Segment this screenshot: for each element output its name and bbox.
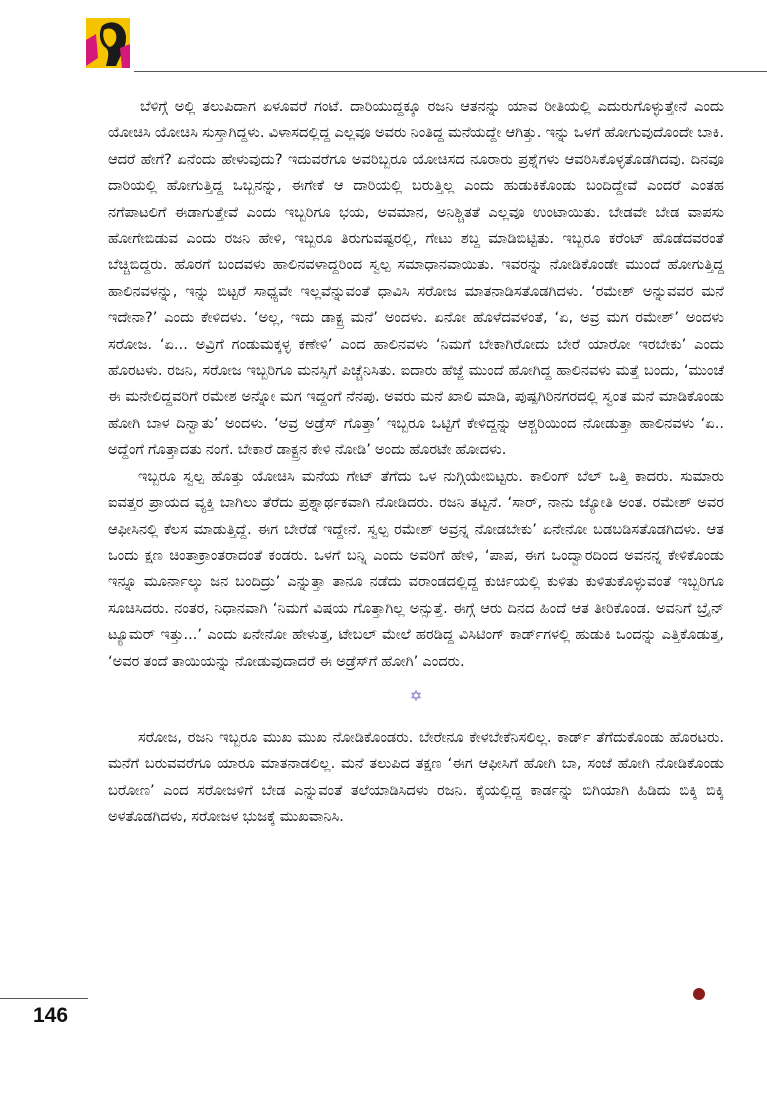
- footer-rule: [0, 998, 88, 999]
- end-of-story-dot: [693, 988, 705, 1000]
- paragraph-3: ಸರೋಜ, ರಜನಿ ಇಬ್ಬರೂ ಮುಖ ಮುಖ ನೋಡಿಕೊಂಡರು. ಬೇರೇನೂ ಕೇಳಬೇಕೆನಿಸಲಿಲ್ಲ. ಕಾರ್ಡ್ ತೆಗೆದುಕೊಂಡು ಹೊರಟರು. ಮನೆಗೆ ಬರುವವರೆಗೂ ಯಾರೂ ಮಾತನಾಡಲಿಲ್ಲ. ಮನೆ ತಲುಪಿದ ತಕ್ಷಣ ‘ಈಗ ಆಫೀಸಿಗೆ ಹೋಗಿ ಬಾ, ಸಂಜೆ ಹೋಗಿ ನೋಡಿಕೊಂಡು ಬರೋಣ’ ಎಂದ ಸರೋಜಳಿಗೆ ಬೇಡ ಎನ್ನುವಂತೆ ತಲೆಯಾಡಿಸಿದಳು ರಜನಿ. ಕೈಯಲ್ಲಿದ್ದ ಕಾರ್ಡನ್ನು ಬಿಗಿಯಾಗಿ ಹಿಡಿದು ಬಿಕ್ಕಿ ಬಿಕ್ಕಿ ಅಳತೊಡಗಿದಳು, ಸರೋಜಳ ಭುಜಕ್ಕೆ ಮುಖವಾನಿಸಿ.: [108, 728, 724, 826]
- paragraph-2: ಇಬ್ಬರೂ ಸ್ವಲ್ಪ ಹೊತ್ತು ಯೋಚಿಸಿ ಮನೆಯ ಗೇಟ್ ತೆಗೆದು ಒಳ ನುಗ್ಗಿಯೇಬಿಟ್ಟರು. ಕಾಲಿಂಗ್ ಬೆಲ್ ಒತ್ತಿ ಕಾದರು. ಸುಮಾರು ಐವತ್ತರ ಪ್ರಾಯದ ವ್ಯಕ್ತಿ ಬಾಗಿಲು ತೆರೆದು ಪ್ರಶ್ನಾರ್ಥಕವಾಗಿ ನೋಡಿದರು. ರಜನಿ ತಟ್ಟನೆ. ‘ಸಾರ್, ನಾನು ಜ್ಯೋತಿ ಅಂತ. ರಮೇಶ್ ಅವರ ಆಫೀಸಿನಲ್ಲಿ ಕೆಲಸ ಮಾಡುತ್ತಿದ್ದೆ. ಈಗ ಬೇರೆಡೆ ಇದ್ದೇನೆ. ಸ್ವಲ್ಪ ರಮೇಶ್ ಅವ್ರನ್ನ ನೋಡಬೇಕು’ ಏನೇನೋ ಬಡಬಡಿಸತೊಡಗಿದಳು. ಆತ ಒಂದು ಕ್ಷಣ ಚಿಂತಾಕ್ರಾಂತರಾದಂತೆ ಕಂಡರು. ಒಳಗೆ ಬನ್ನಿ ಎಂದು ಅವರಿಗೆ ಹೇಳಿ, ‘ಪಾಪ, ಈಗ ಒಂದ್ವಾರದಿಂದ ಅವನನ್ನ ಕೇಳಿಕೊಂಡು ಇನ್ನೂ ಮೂರ್ನಾಲ್ಕು ಜನ ಬಂದಿದ್ರು’ ಎನ್ನುತ್ತಾ ತಾನೂ ನಡೆದು ವರಾಂಡದಲ್ಲಿದ್ದ ಕುರ್ಚಿಯಲ್ಲಿ ಕುಳಿತು ಕುಳಿತುಕೊಳ್ಳುವಂತೆ ಇಬ್ಬರಿಗೂ ಸೂಚಿಸಿದರು. ನಂತರ, ನಿಧಾನವಾಗಿ ‘ನಿಮಗೆ ವಿಷಯ ಗೊತ್ತಾಗಿಲ್ಲ ಅನ್ಸುತ್ತೆ. ಈಗ್ಗೆ ಆರು ದಿನದ ಹಿಂದೆ ಆತ ತೀರಿಕೊಂಡ. ಅವನಿಗೆ ಬ್ರೈನ್ ಟ್ಯೂಮರ್ ಇತ್ತು...’ ಎಂದು ಏನೇನೋ ಹೇಳುತ್ತ, ಟೇಬಲ್ ಮೇಲೆ ಹರಡಿದ್ದ ವಿಸಿಟಿಂಗ್ ಕಾರ್ಡ್‌ಗಳಲ್ಲಿ ಹುಡುಕಿ ಒಂದನ್ನು ಎತ್ತಿಕೊಡುತ್ತ, ‘ಅವರ ತಂದೆ ತಾಯಿಯನ್ನು ನೋಡುವುದಾದರೆ ಈ ಅಡ್ರೆಸ್‌ಗೆ ಹೋಗಿ’ ಎಂದರು.: [108, 467, 724, 670]
- section-separator: ✡: [409, 686, 423, 705]
- page-number: 146: [33, 1004, 69, 1027]
- article-body: [108, 94, 724, 831]
- magazine-logo: [86, 18, 130, 68]
- paragraph-1: ಬೆಳಿಗ್ಗೆ ಅಲ್ಲಿ ತಲುಪಿದಾಗ ಏಳೂವರೆ ಗಂಟೆ. ದಾರಿಯುದ್ದಕ್ಕೂ ರಜನಿ ಆತನನ್ನು ಯಾವ ರೀತಿಯಲ್ಲಿ ಎದುರುಗೊಳ್ಳುತ್ತೇನೆ ಎಂದು ಯೋಚಿಸಿ ಯೋಚಿಸಿ ಸುಸ್ತಾಗಿದ್ದಳು. ವಿಳಾಸದಲ್ಲಿದ್ದ ಎಲ್ಲವೂ ಅವರು ನಿಂತಿದ್ದ ಮನೆಯದ್ದೇ ಆಗಿತ್ತು. ಇನ್ನು ಒಳಗೆ ಹೋಗುವುದೊಂದೇ ಬಾಕಿ. ಆದರೆ ಹೇಗೆ? ಏನೆಂದು ಹೇಳುವುದು? ಇದುವರೆಗೂ ಅವರಿಬ್ಬರೂ ಯೋಚಿಸದ ನೂರಾರು ಪ್ರಶ್ನೆಗಳು ಆವರಿಸಿಕೊಳ್ಳತೊಡಗಿದವು. ದಿನವೂ ದಾರಿಯಲ್ಲಿ ಹೋಗುತ್ತಿದ್ದ ಒಬ್ಬನನ್ನು, ಈಗೇಕೆ ಆ ದಾರಿಯಲ್ಲಿ ಬರುತ್ತಿಲ್ಲ ಎಂದು ಹುಡುಕಿಕೊಂಡು ಬಂದಿದ್ದೇವೆ ಎಂದರೆ ಎಂತಹ ನಗೆಪಾಟಲಿಗೆ ಈಡಾಗುತ್ತೇವೆ ಎಂದು ಇಬ್ಬರಿಗೂ ಭಯ, ಅವಮಾನ, ಅನಿಶ್ಚಿತತೆ ಎಲ್ಲವೂ ಉಂಟಾಯಿತು. ಬೇಡವೇ ಬೇಡ ವಾಪಸು ಹೋಗೇಬಿಡುವ ಎಂದು ರಜನಿ ಹೇಳಿ, ಇಬ್ಬರೂ ತಿರುಗುವಷ್ಟರಲ್ಲಿ, ಗೇಟು ಶಬ್ದ ಮಾಡಿಬಿಟ್ಟಿತು. ಇಬ್ಬರೂ ಕರೆಂಟ್ ಹೊಡೆದವರಂತೆ ಬೆಚ್ಚಿಬಿದ್ದರು. ಹೊರಗೆ ಬಂದವಳು ಹಾಲಿನವಳಾದ್ದರಿಂದ ಸ್ವಲ್ಪ ಸಮಾಧಾನವಾಯಿತು. ಇವರನ್ನು ನೋಡಿಕೊಂಡೇ ಮುಂದೆ ಹೋಗುತ್ತಿದ್ದ ಹಾಲಿನವಳನ್ನು, ಇನ್ನು ಬಿಟ್ಟರೆ ಸಾಧ್ಯವೇ ಇಲ್ಲವೆನ್ನುವಂತೆ ಧಾವಿಸಿ ಸರೋಜ ಮಾತನಾಡಿಸತೊಡಗಿದಳು. ‘ರಮೇಶ್ ಅನ್ನುವವರ ಮನೆ ಇದೇನಾ?’ ಎಂದು ಕೇಳಿದಳು. ‘ಅಲ್ಲ, ಇದು ಡಾಕ್ಟ್ರ ಮನೆ’ ಅಂದಳು. ಏನೋ ಹೊಳೆದವಳಂತೆ, ‘ಏ, ಅವ್ರ ಮಗ ರಮೇಶ್’ ಅಂದಳು ಸರೋಜ. ‘ಏ... ಅವ್ರಿಗೆ ಗಂಡುಮಕ್ಕಳ್ಳ ಕಣೇಳಿ’ ಎಂದ ಹಾಲಿನವಳು ‘ನಿಮಗೆ ಬೇಕಾಗಿರೋದು ಬೇರೆ ಯಾರೋ ಇರಬೇಕು’ ಎಂದು ಹೊರಟಳು. ರಜನಿ, ಸರೋಜ ಇಬ್ಬರಿಗೂ ಮನಸ್ಸಿಗೆ ಪಿಚ್ಚೆನಿಸಿತು. ಐದಾರು ಹೆಜ್ಜೆ ಮುಂದೆ ಹೋಗಿದ್ದ ಹಾಲಿನವಳು ಮತ್ತೆ ಬಂದು, ‘ಮುಂಚೆ ಈ ಮನೇಲಿದ್ದವರಿಗೆ ರಮೇಶ ಅನ್ನೋ ಮಗ ಇದ್ದಂಗೆ ನೆನಪು. ಅವರು ಮನೆ ಖಾಲಿ ಮಾಡಿ, ಪುಷ್ಪಗಿರಿನಗರದಲ್ಲಿ ಸ್ವಂತ ಮನೆ ಮಾಡಿಕೊಂಡು ಹೋಗಿ ಬಾಳ ದಿನ್ವಾತು’ ಅಂದಳು. ‘ಅವ್ರ ಅಡ್ರೆಸ್ ಗೊತ್ತಾ’ ಇಬ್ಬರೂ ಒಟ್ಟಿಗೆ ಕೇಳಿದ್ದನ್ನು ಆಶ್ಚರಿಯಿಂದ ನೋಡುತ್ತಾ ಹಾಲಿನವಳು ‘ಏ.. ಅದ್ದೆಂಗೆ ಗೊತ್ತಾದತು ನಂಗೆ. ಬೇಕಾರೆ ಡಾಕ್ಟ್ರನ ಕೇಳಿ ನೋಡಿ’ ಅಂದು ಹೊರಟೇ ಹೋದಳು.: [108, 98, 724, 459]
- header-rule: [134, 71, 767, 72]
